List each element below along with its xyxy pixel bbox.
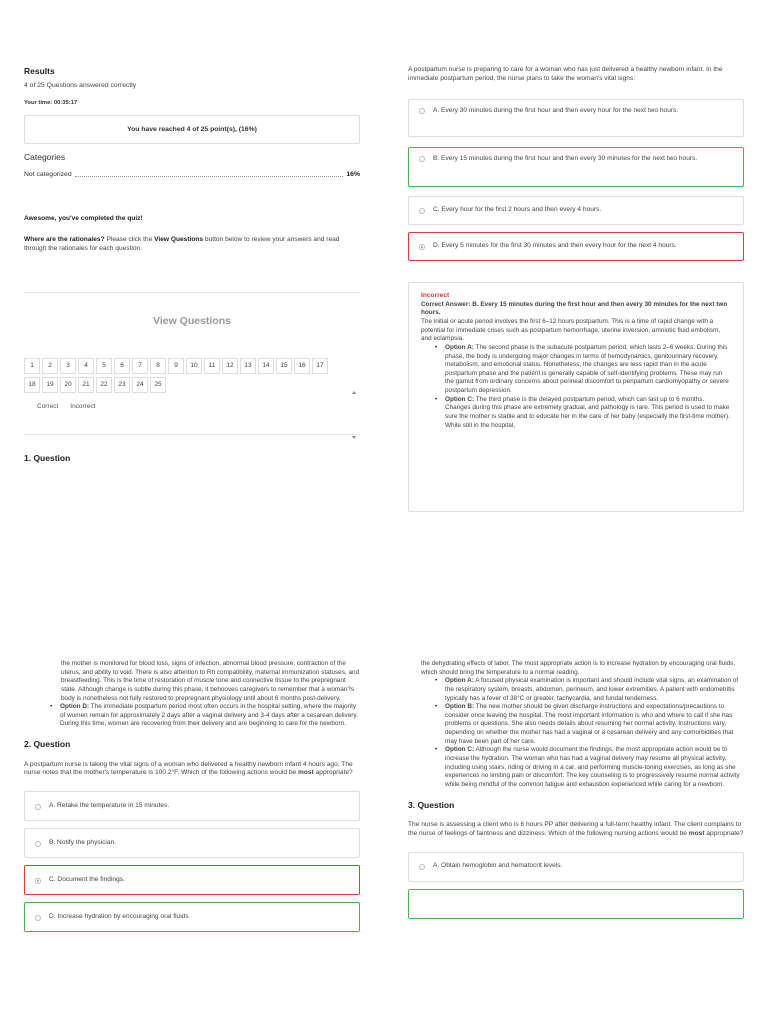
question-number-button[interactable]: 9: [168, 358, 184, 374]
question-number-button[interactable]: 22: [96, 377, 112, 393]
quiz-time: Your time: 00:35:17: [24, 99, 78, 106]
radio-icon[interactable]: [419, 108, 425, 114]
question-number-button[interactable]: 14: [258, 358, 274, 374]
option-label: D. Increase hydration by encouraging oral fluids: [49, 912, 189, 920]
question-number-button[interactable]: 3: [60, 358, 76, 374]
option-label: D. Every 5 minutes for the first 30 minutes and then every hour for the next 4 hours.: [433, 241, 677, 249]
rationale-help: [24, 236, 360, 254]
question-number-button[interactable]: 25: [150, 377, 166, 393]
question-number-button[interactable]: 19: [42, 377, 58, 393]
feedback-continued: the dehydrating effects of labor. The most appropriate action is to increase hydration by encouraging oral fluids, which should bring the temperature to a normal reading.: [421, 660, 736, 676]
question-number-button[interactable]: 2: [42, 358, 58, 374]
option-label: C. Document the findings.: [49, 875, 125, 883]
rationale-text: The immediate postpartum period most often occurs in the hospital setting, where the majority of women remain for approximately 2 days after a vaginal delivery and 3-4 days after a cesarean delivery. During this time, women are recovering from their delivery and are beginning to care for the newborn.: [60, 703, 358, 728]
rationale-label: Option A:: [445, 343, 474, 351]
question-number-button[interactable]: 13: [240, 358, 256, 374]
q1-option-b[interactable]: [408, 147, 744, 187]
question-number-button[interactable]: 18: [24, 377, 40, 393]
divider: [24, 434, 360, 435]
q2-option-a[interactable]: [24, 791, 360, 821]
legend-correct: Correct: [37, 402, 59, 410]
question-number-button[interactable]: 15: [276, 358, 292, 374]
rationale-text: The third phase is the delayed postpartum period, which can last up to 6 months. Changes during this phase are extremely gradual, and pathology is rare. This period is used to make sure the mother is stable and to educate her in the care of her baby (especially the first-time mother). While still in the hospital,: [445, 395, 730, 429]
radio-icon[interactable]: [35, 841, 41, 847]
question-3-text: [408, 821, 744, 839]
question-emphasis: most: [688, 829, 705, 837]
question-text-a: A postpartum nurse is taking the vital signs of a woman who delivered a healthy newborn infant 4 hours ago. The nurse notes that the mother's temperature is 100.2°F. Which of the following actions would be: [24, 760, 353, 777]
view-questions-button[interactable]: View Questions: [153, 314, 231, 327]
category-dots: [75, 176, 344, 177]
question-2-feedback-panel: [408, 656, 744, 1024]
categories-title: Categories: [24, 152, 66, 163]
question-1-heading: 1. Question: [24, 452, 71, 463]
question-number-button[interactable]: 20: [60, 377, 76, 393]
rationale-list: [435, 344, 731, 430]
question-grid: [24, 358, 344, 396]
q1-option-a[interactable]: [408, 99, 744, 137]
radio-icon[interactable]: [419, 244, 425, 250]
rationale-text: The second phase is the subacute postpartum period, which lasts 2–6 weeks. During this phase, the body is undergoing major changes in terms of hemodynamics, genitourinary recovery, metabolism, and emotional status. Nonetheless, the changes are less rapid than in the acute postpartum phase and the patient is generally capable of self-identifying problems. These may run the gamut from ordinary concerns about perineal discomfort to peripartum cardiomyopathy or severe postpartum depression.: [445, 343, 729, 395]
question-2-heading: 2. Question: [24, 739, 71, 750]
rationale-button-ref: View Questions: [154, 235, 204, 243]
question-2-panel: [24, 656, 360, 1024]
radio-icon[interactable]: [35, 915, 41, 921]
radio-icon[interactable]: [419, 864, 425, 870]
rationale-label: Option D:: [60, 703, 90, 711]
rationale-b: [435, 703, 744, 746]
rationale-cont: [50, 660, 360, 703]
question-text-b: appropriate?: [704, 829, 744, 837]
legend-incorrect: Incorrect: [70, 402, 96, 410]
question-number-button[interactable]: 12: [222, 358, 238, 374]
q2-option-d[interactable]: [24, 902, 360, 932]
rationale-question: Where are the rationales?: [24, 235, 105, 243]
question-emphasis: most: [298, 769, 314, 777]
question-number-button[interactable]: 16: [294, 358, 310, 374]
question-text-b: appropriate?: [313, 769, 353, 777]
question-number-button[interactable]: 5: [96, 358, 112, 374]
question-number-button[interactable]: 7: [132, 358, 148, 374]
grid-legend: [24, 402, 360, 412]
question-1-text: A postpartum nurse is preparing to care for a woman who has just delivered a healthy newborn infant. In the immediate postpartum period, the nurse plans to take the woman's vital signs:: [408, 66, 723, 82]
question-number-button[interactable]: 4: [78, 358, 94, 374]
radio-icon[interactable]: [35, 804, 41, 810]
option-label: C. Every hour for the first 2 hours and then every 4 hours.: [433, 205, 602, 213]
q3-option-a[interactable]: [408, 852, 744, 882]
radio-icon[interactable]: [419, 208, 425, 214]
rationale-list: [435, 677, 744, 789]
rationale-text-b: button below to review your answers and read through the rationales for each question.: [24, 235, 340, 252]
feedback-status: Incorrect: [421, 291, 450, 299]
points-text: You have reached 4 of 25 point(s), (16%): [127, 126, 257, 134]
option-label: A. Every 30 minutes during the first hour and then every hour for the next two hours.: [433, 106, 679, 114]
rationale-a: [435, 344, 731, 396]
question-number-button[interactable]: 8: [150, 358, 166, 374]
question-number-button[interactable]: 11: [204, 358, 220, 374]
points-box: [24, 115, 360, 144]
answered-count: 4 of 25 Questions answered correctly: [24, 82, 137, 90]
rationale-text: the mother is monitored for blood loss, signs of infection, abnormal blood pressure, contraction of the uterus, and ability to void. There is also attention to Rh compatibility, maternal immunization statuses, and breastfeeding. This is the time of restoration of muscle tone and connective tissue to the prepregnant state. Although change is subtle during this phase, it behooves caregivers to remember that a woman?s body is nonetheless not fully restored to prepregnant physiology until about 6 months post-delivery.: [61, 660, 360, 702]
results-panel: [24, 60, 360, 530]
question-number-button[interactable]: 10: [186, 358, 202, 374]
feedback-intro: The initial or acute period involves the first 6–12 hours postpartum. This is a time of rapid change with a potential for immediate crises such as postpartum hemorrhage, uterine inversion, amniotic fluid embolism, and eclampsia.: [421, 317, 721, 343]
rationale-text: The new mother should be given discharge instructions and expectations/precautions to consider once leaving the hospital. The most important information is who and where to call if she has problems or questions. She also needs details about resuming her normal activity. Instructions vary, depending on whether the mother has had a vaginal or a cesarean delivery and any comorbidities that may have been part of her care.: [445, 703, 734, 745]
bullet-mask: [50, 660, 60, 670]
correct-answer: Correct Answer: B. Every 15 minutes during the first hour and then every 30 minutes for the next two hours.: [421, 300, 728, 317]
results-title: Results: [24, 66, 55, 76]
q1-option-c[interactable]: [408, 196, 744, 225]
question-3-heading: 3. Question: [408, 799, 455, 810]
q1-feedback: [408, 282, 744, 512]
rationale-label: Option C:: [445, 395, 475, 403]
q2-option-b[interactable]: [24, 828, 360, 858]
question-number-button[interactable]: 24: [132, 377, 148, 393]
rationale-list: [50, 660, 360, 729]
question-number-button[interactable]: 23: [114, 377, 130, 393]
question-2-text: [24, 761, 360, 779]
question-number-button[interactable]: 1: [24, 358, 40, 374]
option-label: A. Retake the temperature in 15 minutes.: [49, 801, 170, 809]
rationale-label: Option A:: [445, 677, 474, 685]
q2-option-c[interactable]: [24, 865, 360, 895]
option-label: B. Every 15 minutes during the first hour and then every 30 minutes for the next two hours.: [433, 154, 698, 162]
rationale-text: A focused physical examination is important and should include vital signs, an examination of the respiratory system, breasts, abdomen, perineum, and lower extremities. A patient with endometritis typically has a fever of 38°C or greater, tachycardia, and fundal tenderness.: [445, 677, 739, 702]
option-label: B. Notify the physician.: [49, 838, 117, 846]
category-percent: 16%: [346, 170, 360, 178]
question-number-button[interactable]: 6: [114, 358, 130, 374]
rationale-text: Although the nurse would document the findings, the most appropriate action would be to increase the hydration. The woman who has had a vaginal delivery may resume all physical activity, including using stairs, riding or driving in a car, and performing muscle-toning exercises, as long as she experiences no limiting pain or discomfort. The key counseling is to progressively resume normal activity while being mindful of the common fatigue and exhaustion experienced while caring for a newborn.: [445, 746, 740, 788]
rationale-c: [435, 746, 744, 789]
category-name: Not categorized: [24, 170, 72, 178]
question-number-button[interactable]: 21: [78, 377, 94, 393]
completed-message: Awesome, you've completed the quiz!: [24, 215, 143, 223]
grid-scrollbar[interactable]: [352, 390, 356, 440]
rationale-label: Option C:: [445, 746, 475, 754]
rationale-text-a: Please click the: [104, 235, 155, 243]
rationale-label: Option B:: [445, 703, 475, 711]
rationale-a: [435, 677, 744, 703]
radio-icon[interactable]: [35, 878, 41, 884]
question-1-panel: [408, 60, 744, 530]
option-label: A. Obtain hemoglobin and hematocrit levels.: [433, 862, 563, 870]
question-number-button[interactable]: 17: [312, 358, 328, 374]
q1-option-d[interactable]: [408, 232, 744, 261]
rationale-c: [435, 396, 731, 431]
category-row: [24, 170, 360, 179]
rationale-d: [50, 703, 360, 729]
question-text-a: The nurse is assessing a client who is 6 hours PP after delivering a full-term healthy infant. The client complains to the nurse of feelings of faintness and dizziness. Which of the following nursing actions would be: [408, 821, 742, 837]
q3-option-b[interactable]: [408, 889, 744, 919]
divider: [24, 292, 360, 293]
radio-icon[interactable]: [419, 156, 425, 162]
